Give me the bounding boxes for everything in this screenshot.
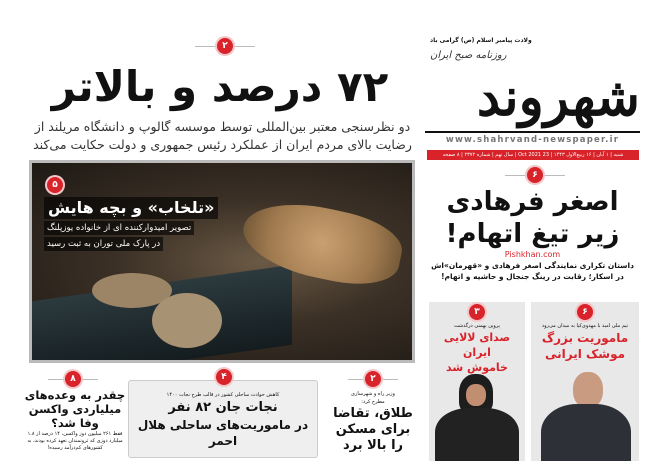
vaccine-headline[interactable]: چقدر به وعده‌های میلیاردی واکسن وفا شد؟ (24, 388, 126, 430)
card-kicker: پروین بهمنی درگذشت (454, 323, 500, 329)
kicker-2: مطرح کرد: (361, 399, 385, 405)
card-kicker: تیم ملی امید با مهدوی‌کیا به میدان می‌رود (541, 323, 629, 329)
slogan: ولادت پیامبر اسلام (ص) گرامی باد (430, 37, 532, 44)
lead-deck: دو نظرسنجی معتبر بین‌المللی توسط موسسه گالوپ و دانشگاه مریلند از رضایت بالای مردم ایران از عملکرد رئیس جمهوری و دولت حکایت می‌کند (33, 119, 412, 152)
dateline: شنبه | ۱ آبان | ۱۶ ربیع‌الاول ۱۴۴۳ | 23 Oct 2021 | سال نهم | شماره ۲۳۷۲ | ۸ صفحه (427, 150, 639, 160)
logo-subtitle: روزنامه صبح ایران (430, 50, 507, 61)
page-badge: ۵ (47, 177, 63, 193)
singer-dress (435, 408, 519, 461)
rescue-kicker: کاهش حوادث ساحلی کشور در قالب طرح نجات ۱۴۰۰ (166, 392, 280, 398)
photo-caption-1: تصویر امیدوارکننده ای از خانواده یوزپلنگ (44, 221, 194, 235)
cheetah-photo[interactable] (29, 160, 415, 363)
farhadi-deck: داستان تکراری نمایندگی اصغر فرهادی و «قهرمان»اش در اسکار؛ رقابت در رینگ جنجال و حاشیه و اتهام! (431, 261, 634, 281)
card-title-1: صدای لالایی ایران (443, 331, 511, 359)
lead-headline[interactable]: ۷۲ درصد و بالاتر (51, 62, 389, 111)
card-missile[interactable] (531, 302, 639, 461)
page-badge: ۳ (469, 304, 485, 320)
website-url: www.shahrvand-newspaper.ir (445, 135, 620, 145)
page-badge: ۸ (65, 371, 81, 387)
card-title-2: موشک ایرانی (544, 347, 626, 361)
farhadi-headline-1[interactable]: اصغر فرهادی (446, 187, 619, 217)
rescue-headline-2: در ماموریت‌های ساحلی هلال احمر (137, 418, 309, 448)
kicker-1: وزیر راه و شهرسازی (351, 391, 395, 397)
page-badge: ۲ (365, 371, 381, 387)
page-badge: ۲ (217, 38, 233, 54)
singer-face (466, 384, 486, 406)
page-badge: ۶ (527, 167, 543, 183)
page-badge: ۴ (216, 369, 232, 385)
watermark: Pishkhan.com (504, 250, 561, 259)
photo-caption-2: در پارک ملی توران به ثبت رسید (44, 237, 163, 251)
card-lullaby[interactable] (429, 302, 525, 461)
page-badge: ۶ (577, 304, 593, 320)
farhadi-headline-2[interactable]: زیر تیغ اتهام! (445, 219, 620, 249)
rescue-headline-1: نجات جان ۸۲ نفر (168, 400, 278, 415)
story-rescue[interactable] (128, 372, 318, 458)
housing-headline[interactable]: طلاق، تقاضا برای مسکن را بالا برد (333, 406, 413, 453)
coach-jacket (541, 404, 631, 461)
logo: شهروند (476, 67, 640, 128)
card-title-2: خاموش شد (446, 361, 508, 374)
coach-face (573, 372, 603, 408)
cheetah-cub (152, 293, 222, 348)
photo-title: «تلخاب» و بچه هایش (44, 197, 218, 219)
card-title-1: ماموریت بزرگ (541, 331, 629, 345)
vaccine-deck: فقط ۲۶۱ میلیون دوز واکسن، ۱۴ درصد از ۱.۸ میلیارد دوزی که ثروتمندان تعهد کرده بودند، به کشورهای کم‌درآمد رسیده! (27, 431, 123, 451)
